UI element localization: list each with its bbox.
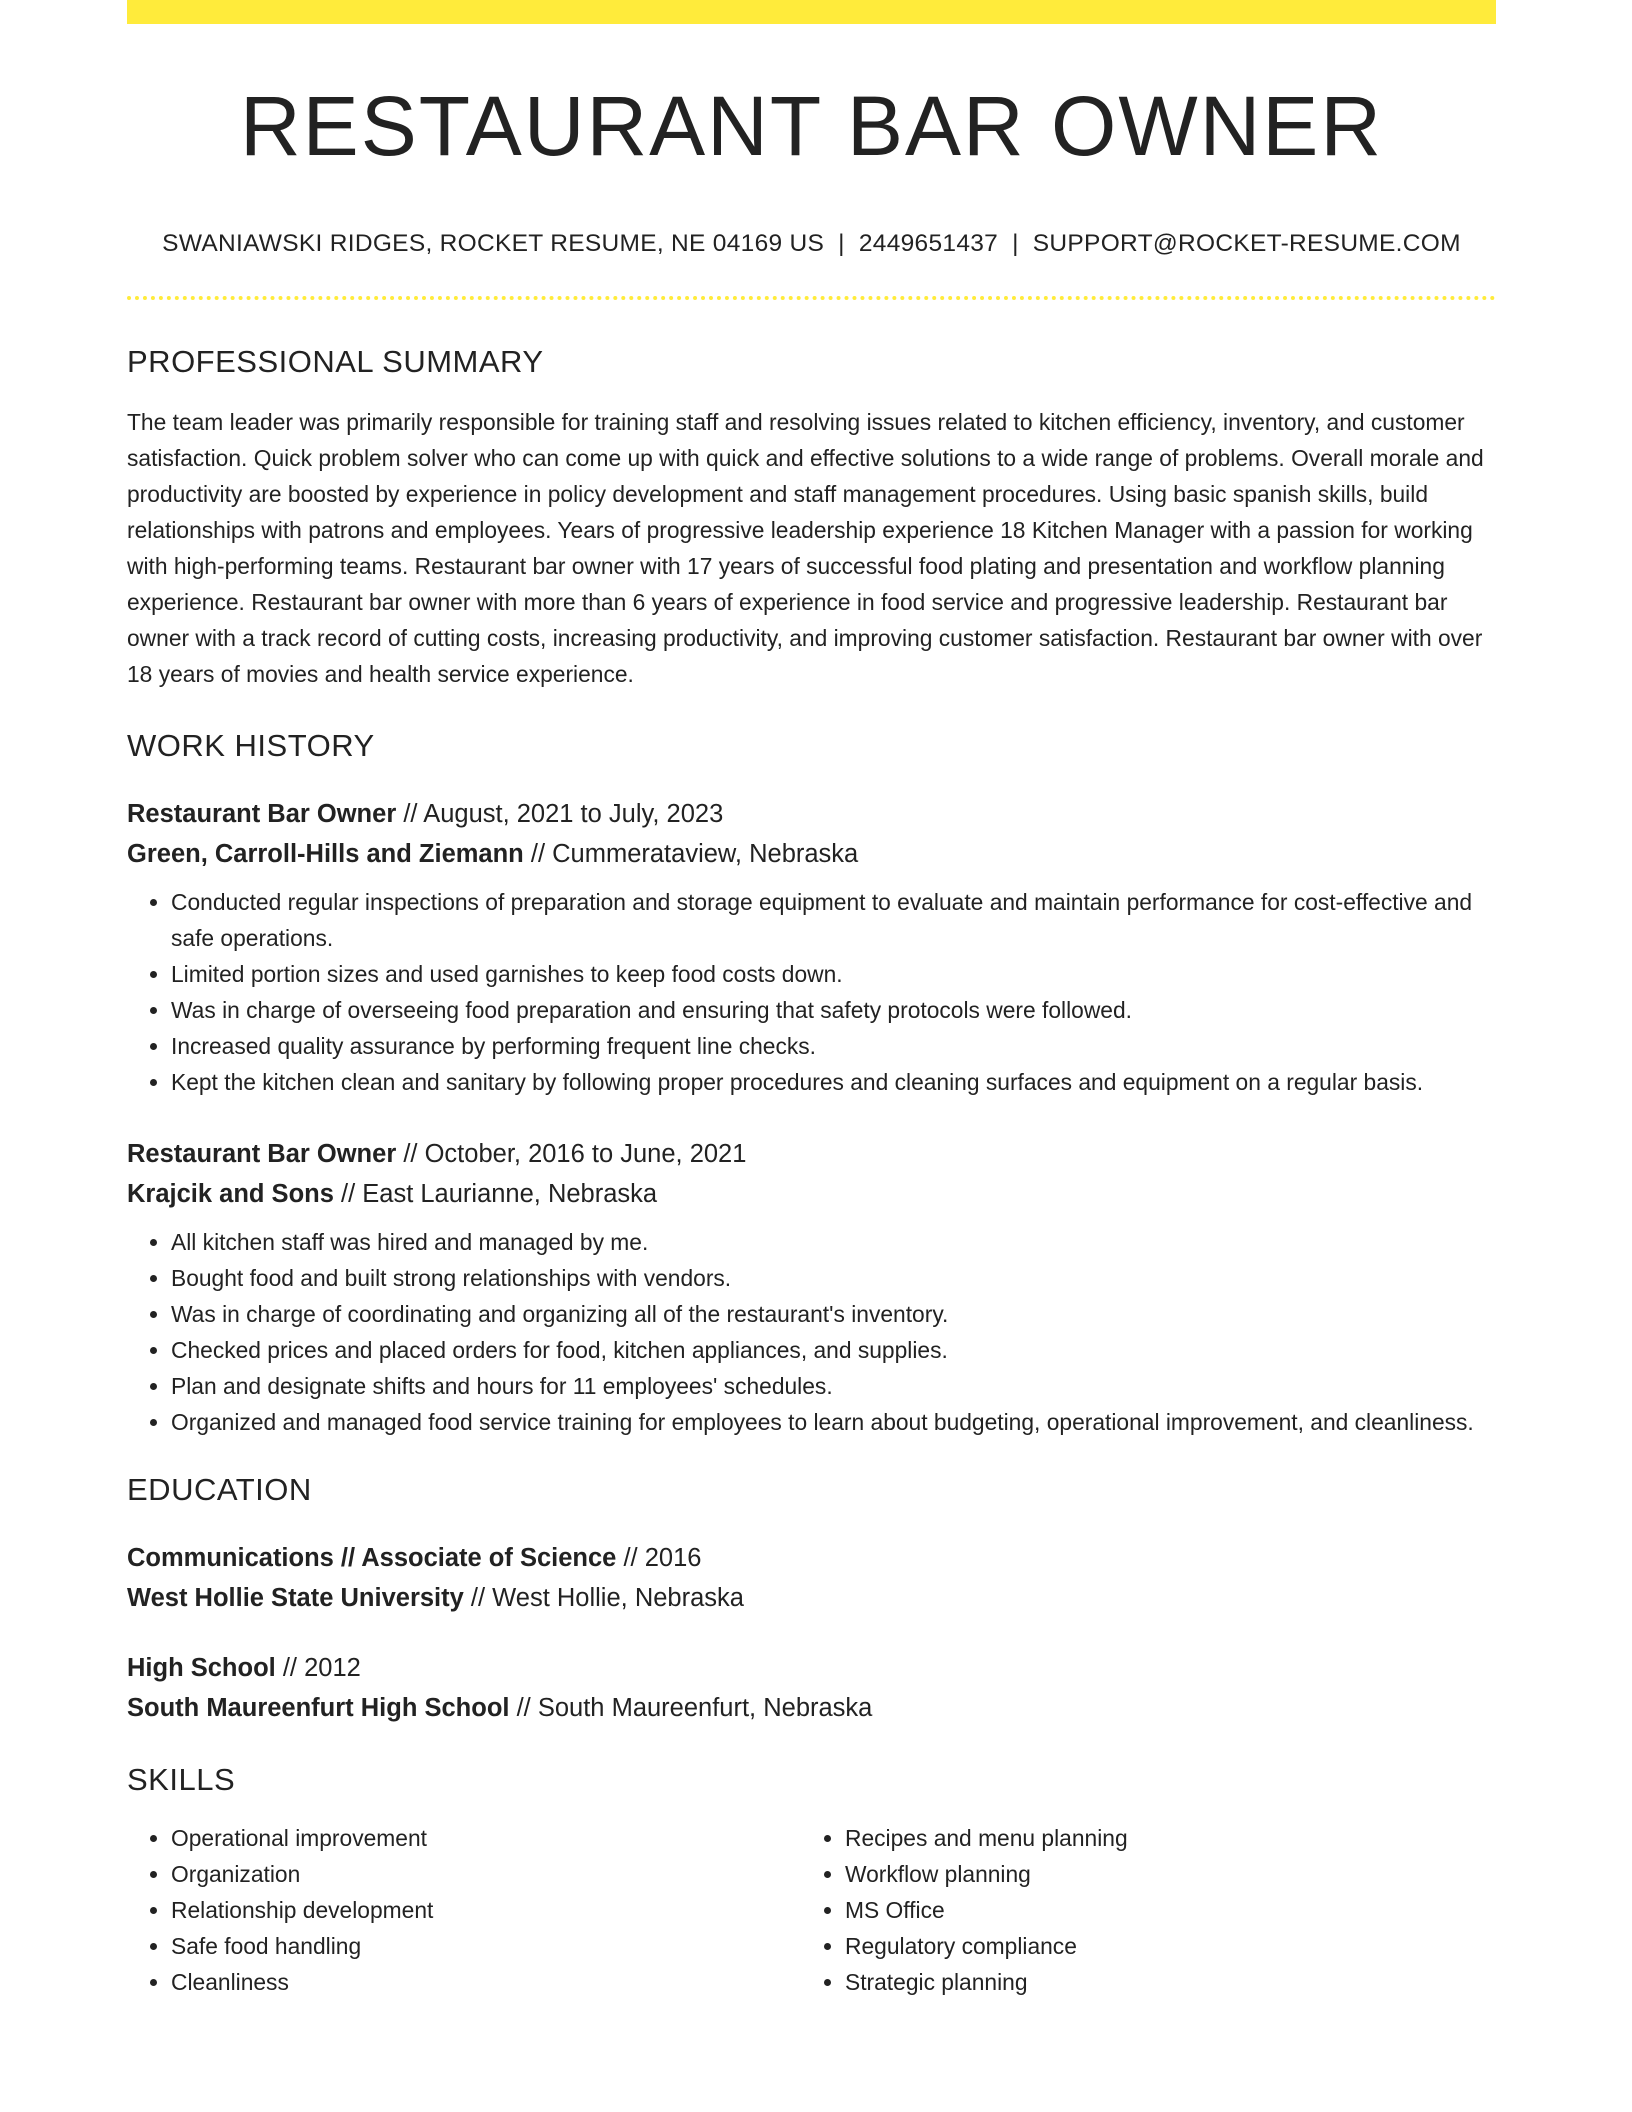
job-entry bbox=[127, 794, 1496, 1100]
skill-item: • Safe food handling bbox=[171, 1928, 801, 1964]
skill-item: • Cleanliness bbox=[171, 1964, 801, 2000]
skills-list bbox=[127, 1820, 1496, 2000]
job-bullet: • Was in charge of coordinating and organizing all of the restaurant's inventory. bbox=[171, 1296, 1496, 1332]
job-dates: // October, 2016 to June, 2021 bbox=[403, 1140, 747, 1169]
job-location: // Cummerataview, Nebraska bbox=[530, 840, 859, 869]
job-bullet: • Bought food and built strong relationships with vendors. bbox=[171, 1260, 1496, 1296]
school-line bbox=[127, 1688, 1496, 1728]
resume-name: RESTAURANT BAR OWNER bbox=[240, 79, 1383, 173]
skills-column-2 bbox=[801, 1820, 1475, 2000]
job-dates: // August, 2021 to July, 2023 bbox=[403, 800, 724, 829]
accent-top-bar bbox=[127, 0, 1496, 24]
job-bullet: • All kitchen staff was hired and managed by me. bbox=[171, 1224, 1496, 1260]
school-line bbox=[127, 1578, 1496, 1618]
job-entry bbox=[127, 1134, 1496, 1440]
job-company: Krajcik and Sons bbox=[127, 1180, 334, 1209]
degree: High School bbox=[127, 1654, 276, 1683]
job-company-line bbox=[127, 1174, 1496, 1214]
job-bullet: • Conducted regular inspections of preparation and storage equipment to evaluate and maintain performance for cost-effective and safe operations. bbox=[171, 884, 1496, 956]
school-name: West Hollie State University bbox=[127, 1584, 464, 1613]
job-bullet: • Kept the kitchen clean and sanitary by following proper procedures and cleaning surfaces and equipment on a regular basis. bbox=[171, 1064, 1496, 1100]
contact-line bbox=[127, 230, 1496, 258]
skill-item: • Operational improvement bbox=[171, 1820, 801, 1856]
job-bullet: • Plan and designate shifts and hours for 11 employees' schedules. bbox=[171, 1368, 1496, 1404]
job-company-line bbox=[127, 834, 1496, 874]
skill-item: • Organization bbox=[171, 1856, 801, 1892]
job-bullet: • Checked prices and placed orders for food, kitchen appliances, and supplies. bbox=[171, 1332, 1496, 1368]
job-title-line bbox=[127, 794, 1496, 834]
job-bullet: • Organized and managed food service training for employees to learn about budgeting, operational improvement, and cleanliness. bbox=[171, 1404, 1496, 1440]
skills-heading: SKILLS bbox=[127, 1762, 236, 1798]
contact-separator: | bbox=[1012, 230, 1019, 258]
skill-item: • Regulatory compliance bbox=[845, 1928, 1475, 1964]
degree-line bbox=[127, 1648, 1496, 1688]
job-bullet: • Limited portion sizes and used garnishes to keep food costs down. bbox=[171, 956, 1496, 992]
graduation-year: // 2016 bbox=[623, 1544, 702, 1573]
skill-item: • Strategic planning bbox=[845, 1964, 1475, 2000]
skill-item: • Relationship development bbox=[171, 1892, 801, 1928]
school-name: South Maureenfurt High School bbox=[127, 1694, 510, 1723]
degree: Communications // Associate of Science bbox=[127, 1544, 617, 1573]
address: SWANIAWSKI RIDGES, ROCKET RESUME, NE 04169 US bbox=[162, 230, 825, 258]
job-title-line bbox=[127, 1134, 1496, 1174]
job-role: Restaurant Bar Owner bbox=[127, 800, 397, 829]
contact-separator: | bbox=[838, 230, 845, 258]
education-heading: EDUCATION bbox=[127, 1472, 312, 1508]
skills-column-1 bbox=[127, 1820, 801, 2000]
skill-item: • MS Office bbox=[845, 1892, 1475, 1928]
work-history-heading: WORK HISTORY bbox=[127, 728, 375, 764]
job-role: Restaurant Bar Owner bbox=[127, 1140, 397, 1169]
summary-text: The team leader was primarily responsible for training staff and resolving issues related to kitchen efficiency, inventory, and customer satisfaction. Quick problem solver who can come up with quick and effective solutions to a wide range of problems. Overall morale and productivity are boosted by experience in policy development and staff management procedures. Using basic spanish skills, build relationships with patrons and employees. Years of progressive leadership experience 18 Kitchen Manager with a passion for working with high-performing teams. Restaurant bar owner with 17 years of successful food plating and presentation and workflow planning experience. Restaurant bar owner with more than 6 years of experience in food service and progressive leadership. Restaurant bar owner with a track record of cutting costs, increasing productivity, and improving customer satisfaction. Restaurant bar owner with over 18 years of movies and health service experience. bbox=[127, 409, 1484, 688]
graduation-year: // 2012 bbox=[282, 1654, 361, 1683]
education-entry bbox=[127, 1648, 1496, 1728]
job-bullets bbox=[127, 1224, 1496, 1440]
job-bullets bbox=[127, 884, 1496, 1100]
degree-line bbox=[127, 1538, 1496, 1578]
phone: 2449651437 bbox=[858, 230, 999, 258]
skill-item: • Workflow planning bbox=[845, 1856, 1475, 1892]
summary-heading: PROFESSIONAL SUMMARY bbox=[127, 344, 544, 380]
header-divider bbox=[127, 296, 1496, 300]
skill-item: • Recipes and menu planning bbox=[845, 1820, 1475, 1856]
school-location: // West Hollie, Nebraska bbox=[470, 1584, 744, 1613]
resume-page bbox=[127, 0, 1496, 2000]
school-location: // South Maureenfurt, Nebraska bbox=[516, 1694, 873, 1723]
job-company: Green, Carroll-Hills and Ziemann bbox=[127, 840, 524, 869]
job-bullet: • Was in charge of overseeing food preparation and ensuring that safety protocols were followed. bbox=[171, 992, 1496, 1028]
job-location: // East Laurianne, Nebraska bbox=[341, 1180, 658, 1209]
email: SUPPORT@ROCKET-RESUME.COM bbox=[1032, 230, 1461, 258]
education-entry bbox=[127, 1538, 1496, 1618]
job-bullet: • Increased quality assurance by performing frequent line checks. bbox=[171, 1028, 1496, 1064]
